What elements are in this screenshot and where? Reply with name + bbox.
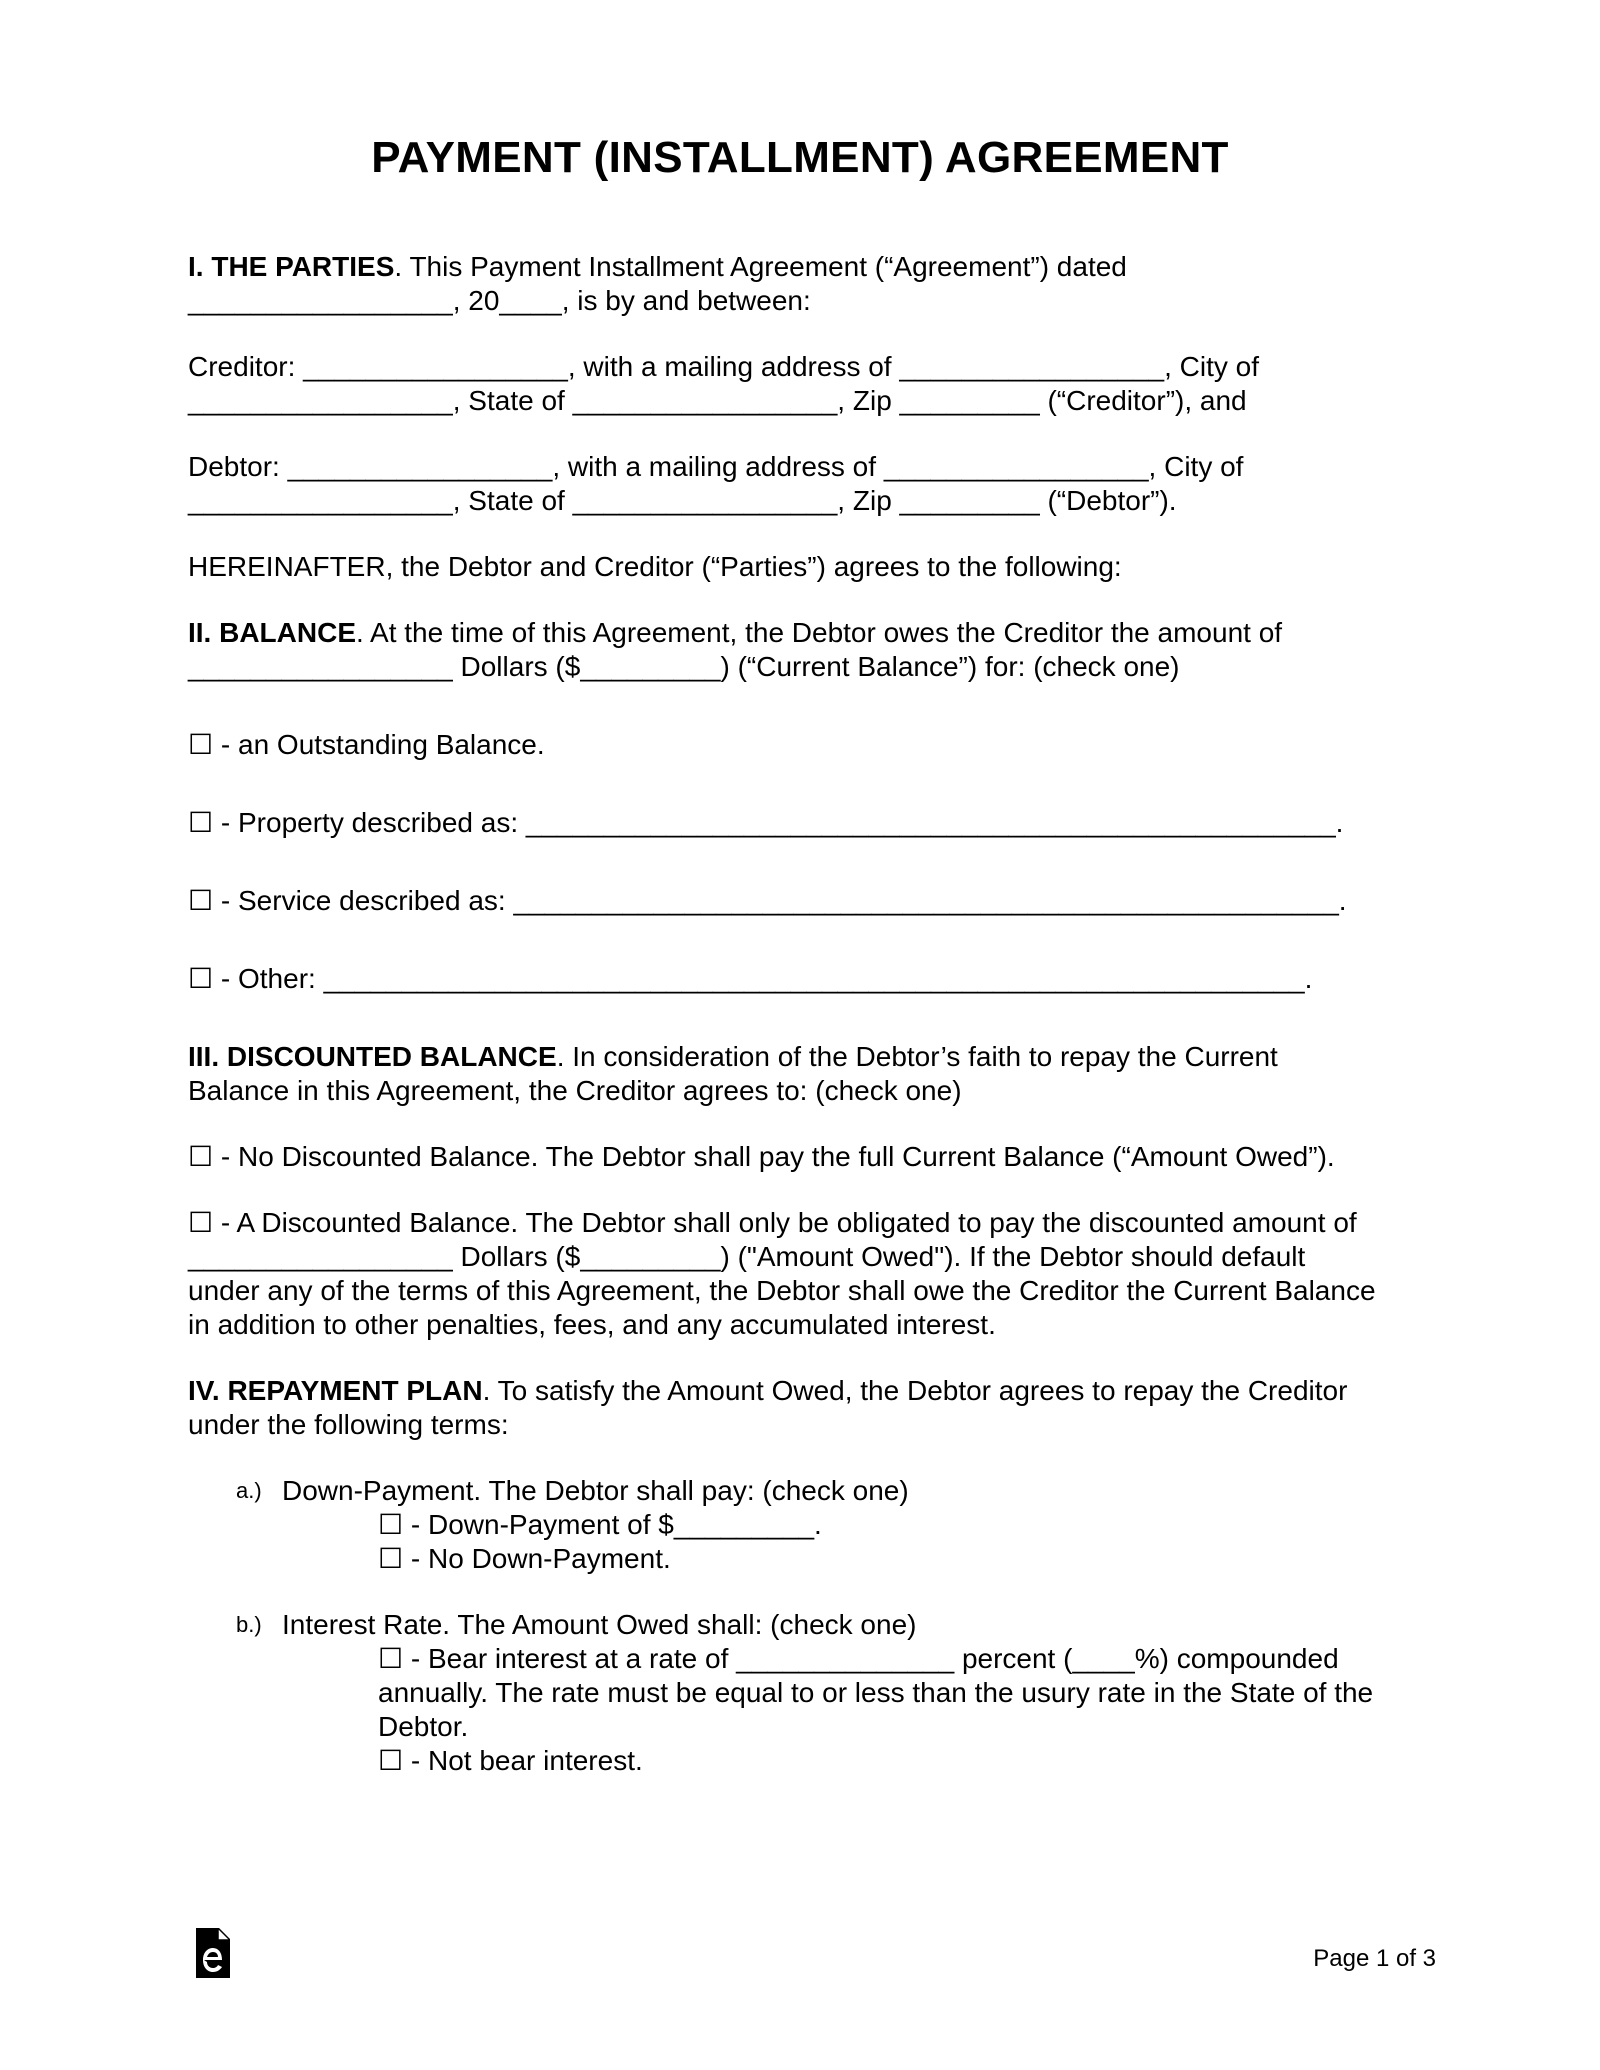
balance-option-other [188, 962, 1418, 996]
debtor-line-1: Debtor: _________________, with a mailing address of _________________, City of [188, 451, 1244, 482]
balance-line-2: _________________ Dollars ($_________) (“Current Balance”) for: (check one) [188, 651, 1180, 682]
balance-option-service [188, 884, 1418, 918]
checkbox-no-discount[interactable]: ☐ [188, 1141, 214, 1172]
option-label: - an Outstanding Balance. [213, 729, 545, 760]
checkbox-no-down-payment[interactable]: ☐ [378, 1543, 404, 1574]
option-label: - Bear interest at a rate of ______________ percent (____%) compounded [403, 1643, 1339, 1674]
repayment-line-2: under the following terms: [188, 1409, 509, 1440]
discount-option-discounted-line-4: in addition to other penalties, fees, and any accumulated interest. [188, 1309, 996, 1340]
checkbox-discounted[interactable]: ☐ [188, 1207, 214, 1238]
repayment-item-interest-rate [188, 1608, 1418, 1778]
item-options [188, 1642, 1418, 1778]
item-heading: Interest Rate. The Amount Owed shall: (check one) [282, 1609, 917, 1640]
discount-option-discounted-line-3: under any of the terms of this Agreement, the Debtor shall owe the Creditor the Current Balance [188, 1275, 1376, 1306]
checkbox-other[interactable]: ☐ [188, 963, 214, 994]
option-down-payment [378, 1508, 1418, 1542]
balance-heading: II. BALANCE [188, 617, 356, 648]
option-label: - Down-Payment of $_________. [403, 1509, 822, 1540]
parties-heading: I. THE PARTIES [188, 251, 395, 282]
balance-text: . At the time of this Agreement, the Debtor owes the Creditor the amount of [356, 617, 1283, 648]
repayment-item-down-payment [188, 1474, 1418, 1576]
discounted-text: . In consideration of the Debtor’s faith to repay the Current [556, 1041, 1278, 1072]
option-no-down-payment [378, 1542, 1418, 1576]
balance-option-outstanding [188, 728, 1418, 762]
creditor-line-2: _________________, State of _________________, Zip _________ (“Creditor”), and [188, 385, 1247, 416]
checkbox-outstanding-balance[interactable]: ☐ [188, 729, 214, 760]
item-options [188, 1508, 1418, 1576]
item-letter: b.) [236, 1612, 262, 1637]
option-label: - Service described as: _____________________________________________________. [213, 885, 1347, 916]
checkbox-bear-interest[interactable]: ☐ [378, 1643, 404, 1674]
option-label: - Property described as: ____________________________________________________. [213, 807, 1344, 838]
debtor-line-2: _________________, State of _________________, Zip _________ (“Debtor”). [188, 485, 1177, 516]
repayment-line-1 [188, 1374, 1418, 1408]
balance-option-property [188, 806, 1418, 840]
eforms-logo-icon [196, 1928, 230, 1978]
option-label: - No Down-Payment. [403, 1543, 671, 1574]
checkbox-service[interactable]: ☐ [188, 885, 214, 916]
option-label: - A Discounted Balance. The Debtor shall only be obligated to pay the discounted amount of [213, 1207, 1357, 1238]
discounted-heading: III. DISCOUNTED BALANCE [188, 1041, 557, 1072]
page-number: Page 1 of 3 [1313, 1945, 1436, 1972]
option-bear-interest-cont-1: annually. The rate must be equal to or less than the usury rate in the State of the [378, 1677, 1374, 1708]
option-bear-interest [378, 1642, 1418, 1676]
item-letter: a.) [236, 1478, 262, 1503]
parties-text: . This Payment Installment Agreement (“Agreement”) dated [394, 251, 1127, 282]
document-title: PAYMENT (INSTALLMENT) AGREEMENT [371, 133, 1229, 182]
item-heading: Down-Payment. The Debtor shall pay: (check one) [282, 1475, 909, 1506]
checkbox-down-payment[interactable]: ☐ [378, 1509, 404, 1540]
parties-line-1 [188, 250, 1418, 284]
option-label: - Other: _______________________________________________________________. [213, 963, 1313, 994]
creditor-line-1: Creditor: _________________, with a mailing address of _________________, City of [188, 351, 1259, 382]
repayment-text: . To satisfy the Amount Owed, the Debtor agrees to repay the Creditor [482, 1375, 1348, 1406]
discounted-line-2: Balance in this Agreement, the Creditor agrees to: (check one) [188, 1075, 962, 1106]
hereinafter-line: HEREINAFTER, the Debtor and Creditor (“Parties”) agrees to the following: [188, 551, 1122, 582]
discount-option-discounted-line-2: _________________ Dollars ($_________) ("Amount Owed"). If the Debtor should default [188, 1241, 1306, 1272]
repayment-heading: IV. REPAYMENT PLAN [188, 1375, 483, 1406]
document-body [188, 250, 1418, 1778]
discounted-line-1 [188, 1040, 1418, 1074]
discount-option-discounted-line-1 [188, 1206, 1418, 1240]
checkbox-not-bear-interest[interactable]: ☐ [378, 1745, 404, 1776]
checkbox-property[interactable]: ☐ [188, 807, 214, 838]
option-label: - No Discounted Balance. The Debtor shall pay the full Current Balance (“Amount Owed”). [213, 1141, 1335, 1172]
option-bear-interest-cont-2: Debtor. [378, 1711, 469, 1742]
parties-line-2: _________________, 20____, is by and between: [188, 285, 811, 316]
balance-line-1 [188, 616, 1418, 650]
discount-option-none [188, 1140, 1418, 1174]
option-not-bear-interest [378, 1744, 1418, 1778]
option-label: - Not bear interest. [403, 1745, 643, 1776]
